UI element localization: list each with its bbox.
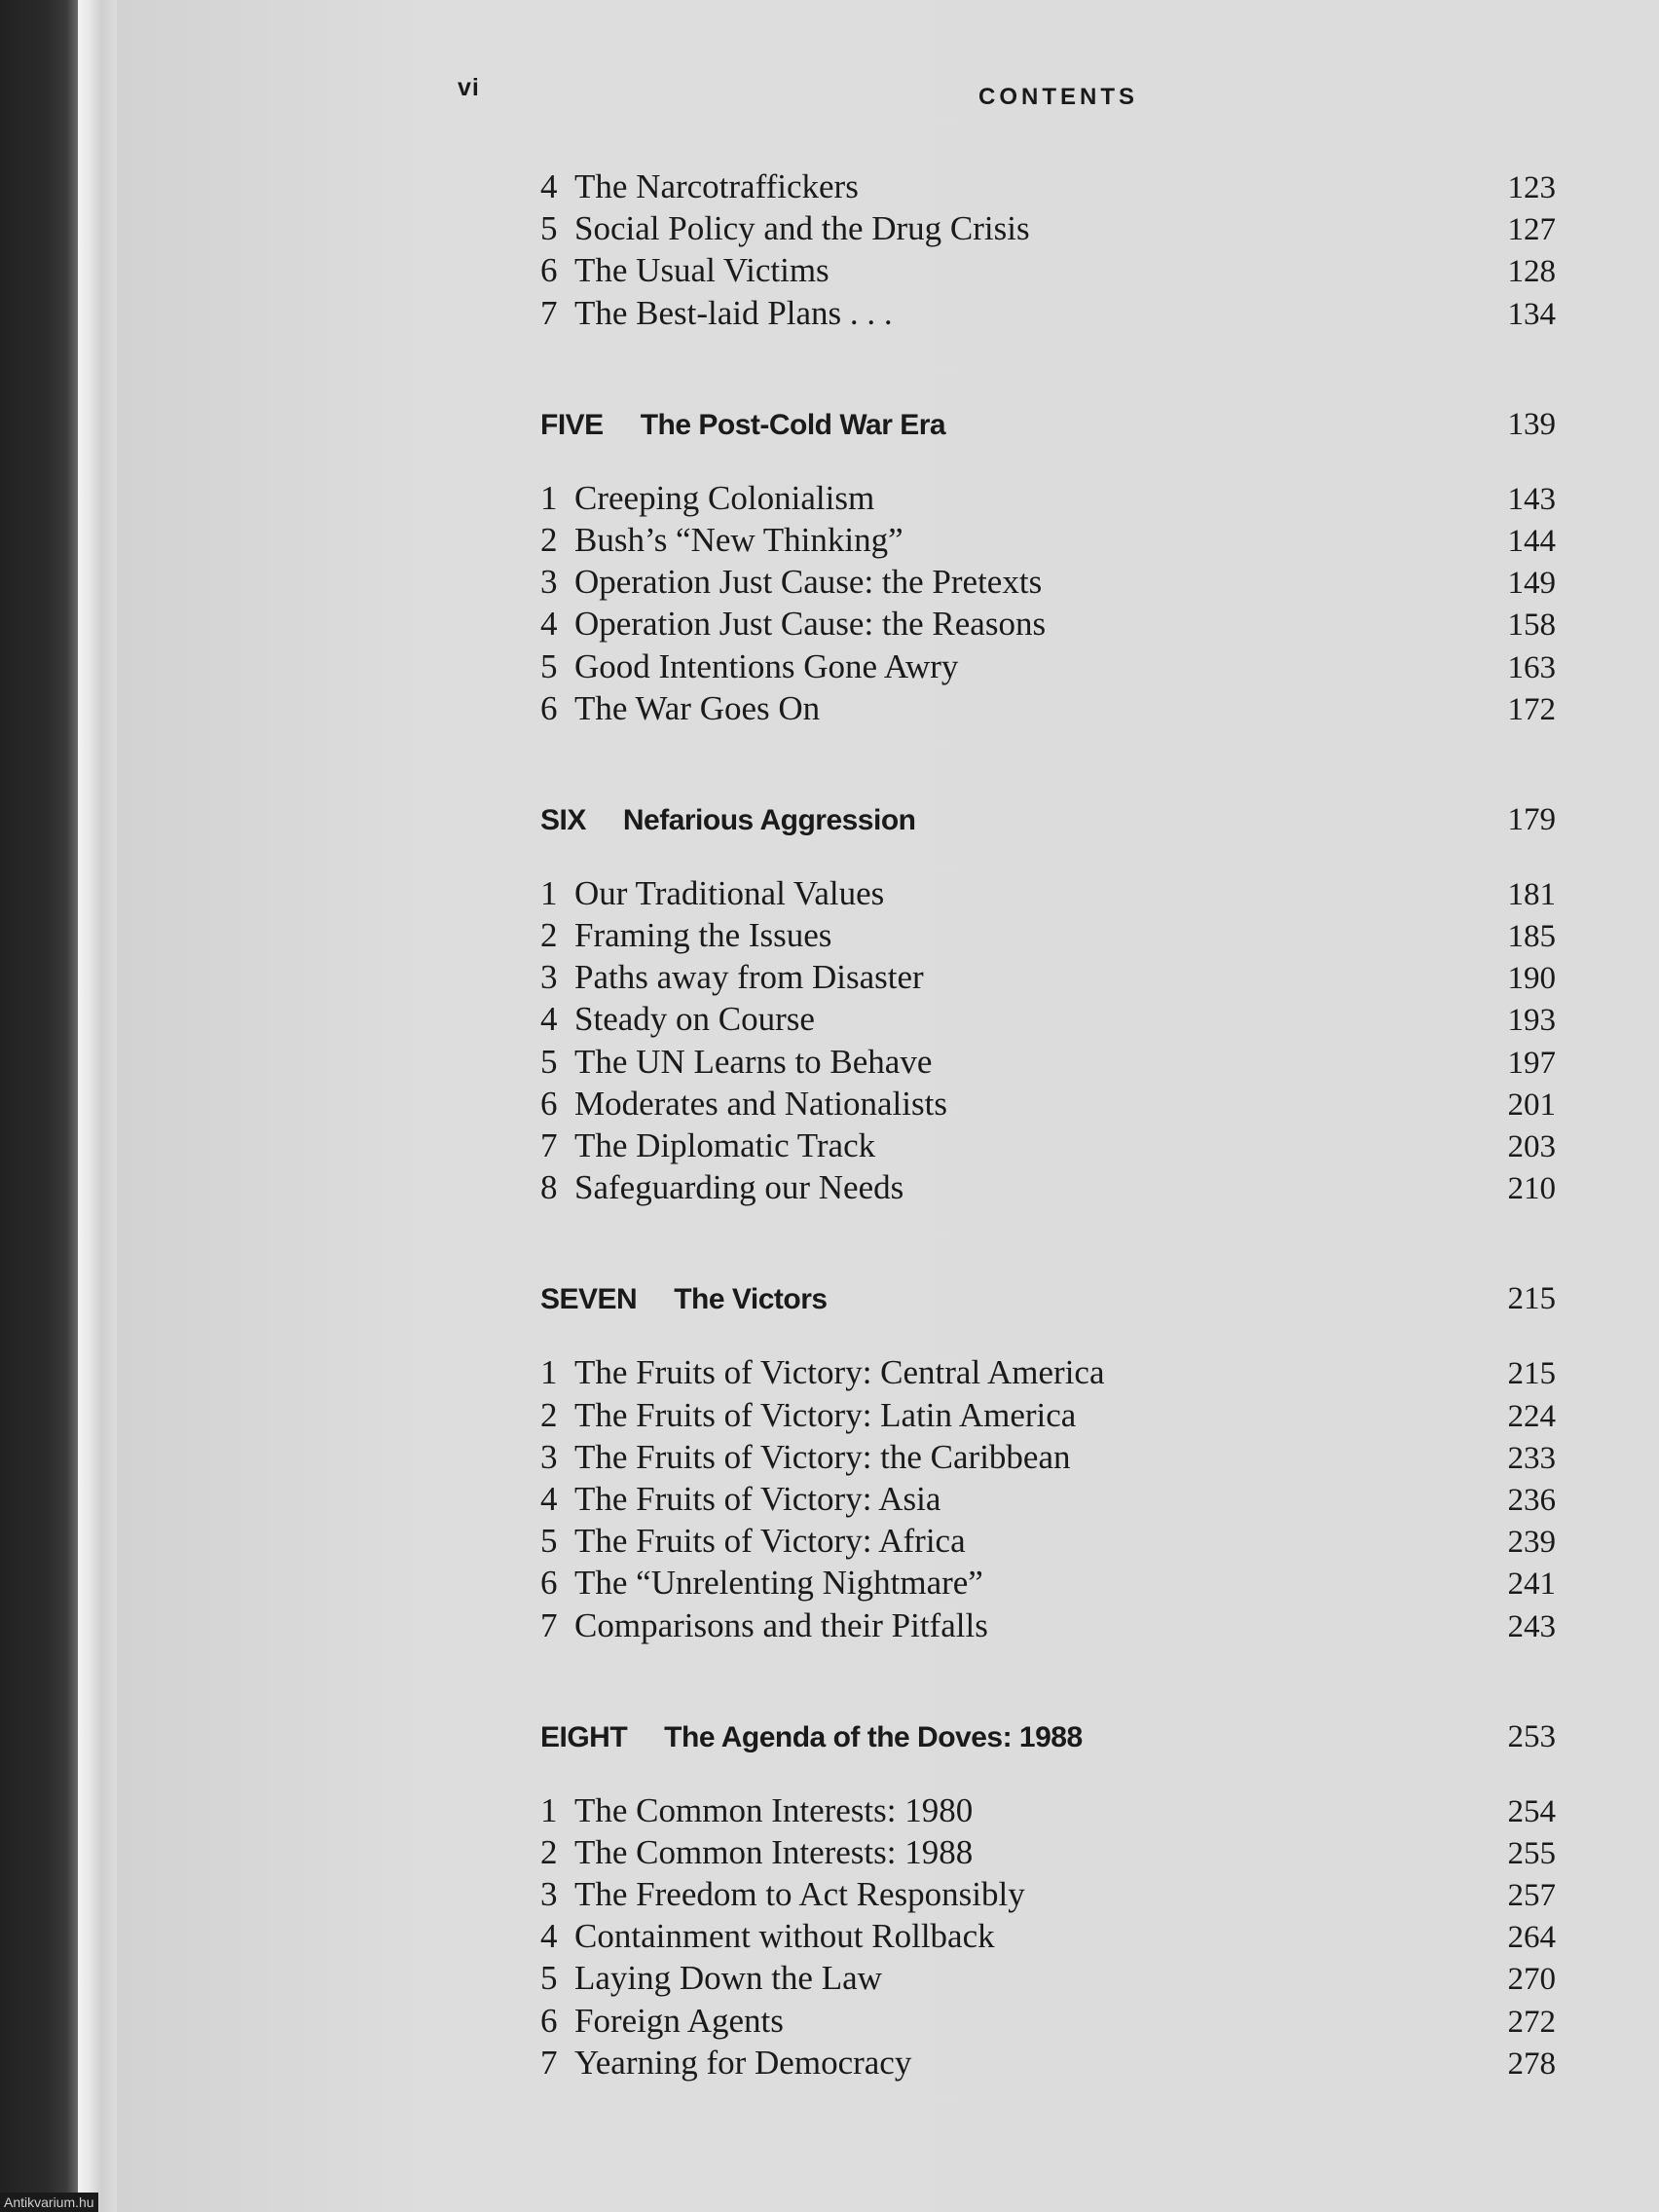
chapter-number: FIVE (540, 408, 604, 441)
entry-title: The Fruits of Victory: Central America (574, 1353, 1105, 1392)
entry-page: 172 (1507, 691, 1556, 727)
entry-number: 6 (540, 251, 558, 290)
entry-page: 158 (1507, 608, 1556, 644)
entry-title: The Diplomatic Track (574, 1126, 876, 1164)
toc-entry (540, 1351, 1556, 1393)
entry-title: Moderates and Nationalists (574, 1084, 947, 1123)
entry-number: 3 (540, 1437, 558, 1476)
toc-entry (540, 477, 1556, 519)
entry-title: The War Goes On (574, 688, 821, 727)
entry-number: 7 (540, 1605, 558, 1644)
chapter-heading (540, 1719, 1556, 1770)
entry-title: The Best-laid Plans . . . (574, 293, 893, 332)
toc-entry (540, 1520, 1556, 1562)
toc-entry (540, 914, 1556, 956)
entry-title: Steady on Course (574, 1000, 815, 1039)
toc-entry (540, 2000, 1556, 2042)
toc-entry (540, 1436, 1556, 1478)
toc-entry (540, 1124, 1556, 1166)
entry-title: Operation Just Cause: the Reasons (574, 605, 1047, 644)
entry-page: 210 (1507, 1171, 1556, 1207)
entry-page: 278 (1507, 2046, 1556, 2082)
toc-entry (540, 1041, 1556, 1083)
toc-entry (540, 249, 1556, 291)
entry-title: Operation Just Cause: the Pretexts (574, 563, 1043, 602)
entry-number: 5 (540, 1959, 558, 1998)
entry-number: 4 (540, 1000, 558, 1039)
toc-entry (540, 1083, 1556, 1124)
chapter-title: Nefarious Aggression (622, 803, 916, 836)
entry-title: Foreign Agents (574, 2001, 784, 2040)
toc-entry (540, 1789, 1556, 1831)
entry-page: 255 (1507, 1835, 1556, 1871)
entry-title: Paths away from Disaster (574, 958, 924, 997)
toc-entry (540, 1478, 1556, 1520)
toc-entry (540, 1604, 1556, 1646)
chapter-number: SIX (540, 803, 586, 836)
toc-entry (540, 1915, 1556, 1957)
toc-entry (540, 645, 1556, 687)
entry-number: 4 (540, 167, 558, 205)
page-folio: vi (458, 74, 480, 101)
entry-title: Laying Down the Law (574, 1959, 882, 1998)
entry-title: Yearning for Democracy (574, 2043, 912, 2082)
toc-entry (540, 1166, 1556, 1208)
entry-title: The Fruits of Victory: Latin America (574, 1395, 1077, 1434)
entry-number: 2 (540, 520, 558, 559)
entry-number: 2 (540, 916, 558, 955)
chapter-title: The Victors (674, 1283, 828, 1316)
entry-number: 4 (540, 605, 558, 644)
entry-number: 8 (540, 1168, 558, 1207)
watermark: Antikvarium.hu (0, 2193, 98, 2212)
chapter-page: 253 (1507, 1718, 1556, 1754)
entry-number: 3 (540, 1875, 558, 1914)
chapter-heading (540, 802, 1556, 853)
entry-title: Comparisons and their Pitfalls (574, 1605, 988, 1644)
entry-number: 6 (540, 688, 558, 727)
chapter-heading (540, 1281, 1556, 1332)
entry-number: 3 (540, 563, 558, 602)
entry-title: The UN Learns to Behave (574, 1042, 933, 1081)
entry-title: The Narcotraffickers (574, 167, 859, 205)
entry-number: 1 (540, 1353, 558, 1392)
entry-title: The Fruits of Victory: Africa (574, 1522, 966, 1561)
toc-entry (540, 292, 1556, 334)
entry-page: 243 (1507, 1608, 1556, 1644)
entry-number: 4 (540, 1917, 558, 1956)
entry-page: 201 (1507, 1087, 1556, 1123)
entry-page: 224 (1507, 1398, 1556, 1434)
entry-page: 181 (1507, 876, 1556, 912)
page-edge (78, 0, 117, 2212)
entry-number: 5 (540, 1522, 558, 1561)
entry-number: 5 (540, 646, 558, 685)
entry-title: Our Traditional Values (574, 873, 885, 912)
chapter-title: The Post-Cold War Era (640, 408, 946, 441)
toc-entry (540, 1957, 1556, 1999)
entry-number: 1 (540, 478, 558, 517)
entry-number: 6 (540, 1084, 558, 1123)
entry-title: The Freedom to Act Responsibly (574, 1875, 1025, 1914)
entry-title: The Fruits of Victory: Asia (574, 1479, 941, 1518)
entry-page: 272 (1507, 2004, 1556, 2040)
toc-entry (540, 687, 1556, 729)
entry-page: 215 (1507, 1356, 1556, 1392)
entry-page: 239 (1507, 1525, 1556, 1561)
entry-page: 128 (1507, 254, 1556, 290)
entry-page: 134 (1507, 296, 1556, 332)
entry-page: 190 (1507, 961, 1556, 997)
running-head: CONTENTS (978, 84, 1138, 110)
entry-title: The Common Interests: 1980 (574, 1790, 974, 1829)
entry-number: 5 (540, 1042, 558, 1081)
toc-entry (540, 1831, 1556, 1873)
entry-number: 2 (540, 1395, 558, 1434)
entry-number: 2 (540, 1832, 558, 1871)
entry-title: Good Intentions Gone Awry (574, 646, 959, 685)
entry-page: 233 (1507, 1440, 1556, 1476)
toc-entry (540, 166, 1556, 207)
entry-title: Containment without Rollback (574, 1917, 995, 1956)
chapter-page: 179 (1507, 801, 1556, 837)
entry-page: 197 (1507, 1045, 1556, 1081)
entry-page: 123 (1507, 170, 1556, 205)
chapter-title: The Agenda of the Doves: 1988 (664, 1720, 1083, 1753)
entry-title: The Fruits of Victory: the Caribbean (574, 1437, 1071, 1476)
entry-title: Social Policy and the Drug Crisis (574, 209, 1030, 248)
toc-entry (540, 1394, 1556, 1436)
entry-number: 7 (540, 1126, 558, 1164)
toc-entry (540, 1562, 1556, 1604)
toc-entry (540, 872, 1556, 914)
entry-page: 257 (1507, 1878, 1556, 1914)
entry-page: 127 (1507, 212, 1556, 248)
entry-title: Bush’s “New Thinking” (574, 520, 903, 559)
entry-number: 3 (540, 958, 558, 997)
toc-entry (540, 207, 1556, 249)
chapter-number: EIGHT (540, 1720, 628, 1753)
entry-number: 4 (540, 1479, 558, 1518)
toc-entry (540, 561, 1556, 603)
entry-page: 193 (1507, 1003, 1556, 1039)
toc-entry (540, 998, 1556, 1040)
chapter-heading (540, 407, 1556, 458)
toc-entry (540, 956, 1556, 998)
entry-page: 163 (1507, 649, 1556, 685)
entry-number: 6 (540, 1564, 558, 1603)
toc-entry (540, 519, 1556, 561)
entry-title: Framing the Issues (574, 916, 832, 955)
chapter-number: SEVEN (540, 1283, 638, 1316)
entry-page: 241 (1507, 1567, 1556, 1603)
chapter-page: 215 (1507, 1281, 1556, 1317)
entry-page: 144 (1507, 523, 1556, 559)
entry-title: Creeping Colonialism (574, 478, 875, 517)
entry-number: 7 (540, 293, 558, 332)
entry-number: 1 (540, 873, 558, 912)
toc-entry (540, 603, 1556, 645)
entry-page: 149 (1507, 566, 1556, 602)
toc-entry (540, 2042, 1556, 2083)
entry-page: 185 (1507, 919, 1556, 955)
entry-page: 143 (1507, 481, 1556, 517)
entry-number: 1 (540, 1790, 558, 1829)
entry-title: The Common Interests: 1988 (574, 1832, 974, 1871)
entry-page: 236 (1507, 1482, 1556, 1518)
entry-number: 7 (540, 2043, 558, 2082)
entry-title: The Usual Victims (574, 251, 830, 290)
table-of-contents (540, 166, 1556, 2083)
entry-page: 264 (1507, 1920, 1556, 1956)
chapter-page: 139 (1507, 406, 1556, 442)
entry-page: 203 (1507, 1129, 1556, 1164)
entry-title: The “Unrelenting Nightmare” (574, 1564, 983, 1603)
toc-entry (540, 1873, 1556, 1915)
book-spine-shadow (0, 0, 78, 2212)
entry-number: 6 (540, 2001, 558, 2040)
entry-page: 254 (1507, 1793, 1556, 1829)
entry-title: Safeguarding our Needs (574, 1168, 904, 1207)
entry-number: 5 (540, 209, 558, 248)
entry-page: 270 (1507, 1962, 1556, 1998)
